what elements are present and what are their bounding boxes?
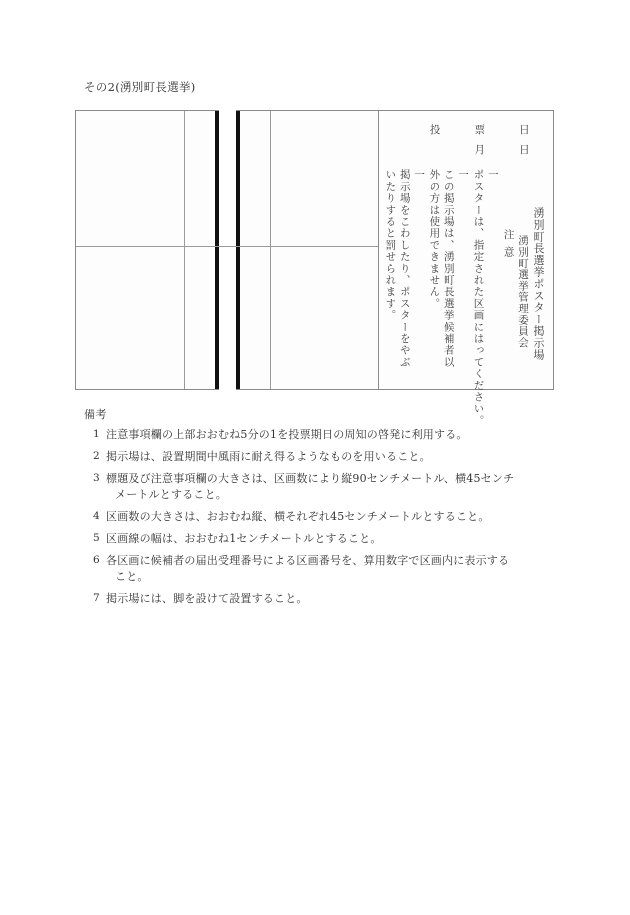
polling-day-row-1: [379, 119, 547, 139]
remark-item: [84, 553, 554, 584]
notice-item-2-marker: 一: [457, 169, 470, 181]
remark-number: 3: [93, 472, 100, 485]
grid-partition-bar-2: [236, 111, 240, 389]
remarks-heading: 備考: [84, 408, 107, 421]
polling-label-date: 日: [519, 143, 531, 156]
notice-item-3-text: 掲示場をこわしたり、ポスターをやぶ: [398, 169, 411, 368]
remark-number: 6: [93, 554, 100, 567]
notice-panel: [378, 111, 553, 427]
remark-item: [84, 427, 554, 443]
grid-gap-1: [219, 110, 236, 390]
polling-label-month: 月: [474, 143, 486, 156]
polling-label-day: 日: [519, 123, 531, 136]
remark-number: 7: [93, 591, 100, 604]
remark-item: [84, 591, 554, 607]
notice-item-2-continuation: 外の方は使用できません。: [428, 169, 441, 310]
notice-item-2-text: この掲示場は、湧別町長選挙候補者以: [442, 169, 455, 368]
grid-horizontal-rule: [76, 246, 378, 247]
notice-title: 湧別町長選挙ポスター掲示場: [532, 207, 545, 361]
notice-item-3-continuation: いたりすると罰せられます。: [384, 169, 397, 322]
page-title: その2(湧別町長選挙): [84, 80, 196, 94]
notice-item-1-marker: 一: [486, 169, 499, 181]
polling-day-header: [379, 119, 547, 161]
remark-text: [106, 553, 554, 584]
grid-vertical-rule-2: [270, 111, 271, 389]
remark-text: 掲示場は、設置期間中風雨に耐え得るようなものを用いること。: [106, 450, 431, 464]
remark-text: 注意事項欄の上部おおむね5分の1を投票期日の周知の啓発に利用する。: [106, 428, 468, 441]
remark-text-continuation: メートルとすること。: [115, 487, 227, 501]
remark-item: [84, 471, 554, 502]
remark-item: [84, 531, 554, 547]
remark-number: 5: [93, 532, 100, 545]
remark-text-line: 標題及び注意事項欄の大きさは、区画数により縦90センチメートル、横45センチ: [106, 472, 515, 486]
remarks-section: [84, 409, 554, 613]
polling-label-ballot: 票: [474, 123, 486, 136]
remark-text-continuation: こと。: [115, 569, 149, 583]
remark-item: [84, 449, 554, 465]
remark-text: 区画線の幅は、おおむね1センチメートルとすること。: [106, 532, 382, 546]
remark-number: 1: [93, 428, 100, 440]
remark-text: 掲示場には、脚を設けて設置すること。: [106, 591, 308, 605]
grid-vertical-rule-1: [184, 111, 185, 389]
notice-label: 注意: [502, 229, 515, 264]
remark-text-line: 各区画に候補者の届出受理番号による区画番号を、算用数字で区画内に表示する: [106, 554, 510, 568]
remark-number: 4: [93, 509, 100, 522]
remark-text: [106, 471, 554, 502]
notice-item-3-marker: 一: [413, 169, 426, 181]
notice-organization: 湧別町選挙管理委員会: [517, 235, 530, 348]
polling-day-row-2: [379, 139, 547, 159]
remark-text: 区画数の大きさは、おおむね縦、横それぞれ45センチメートルとすること。: [106, 509, 490, 523]
notice-item-1-text: ポスターは、指定された区画にはってください。: [472, 169, 485, 427]
polling-label-vote: 投: [429, 123, 441, 136]
remark-number: 2: [93, 450, 100, 463]
remark-item: [84, 509, 554, 525]
notice-vertical-text: [383, 163, 547, 427]
